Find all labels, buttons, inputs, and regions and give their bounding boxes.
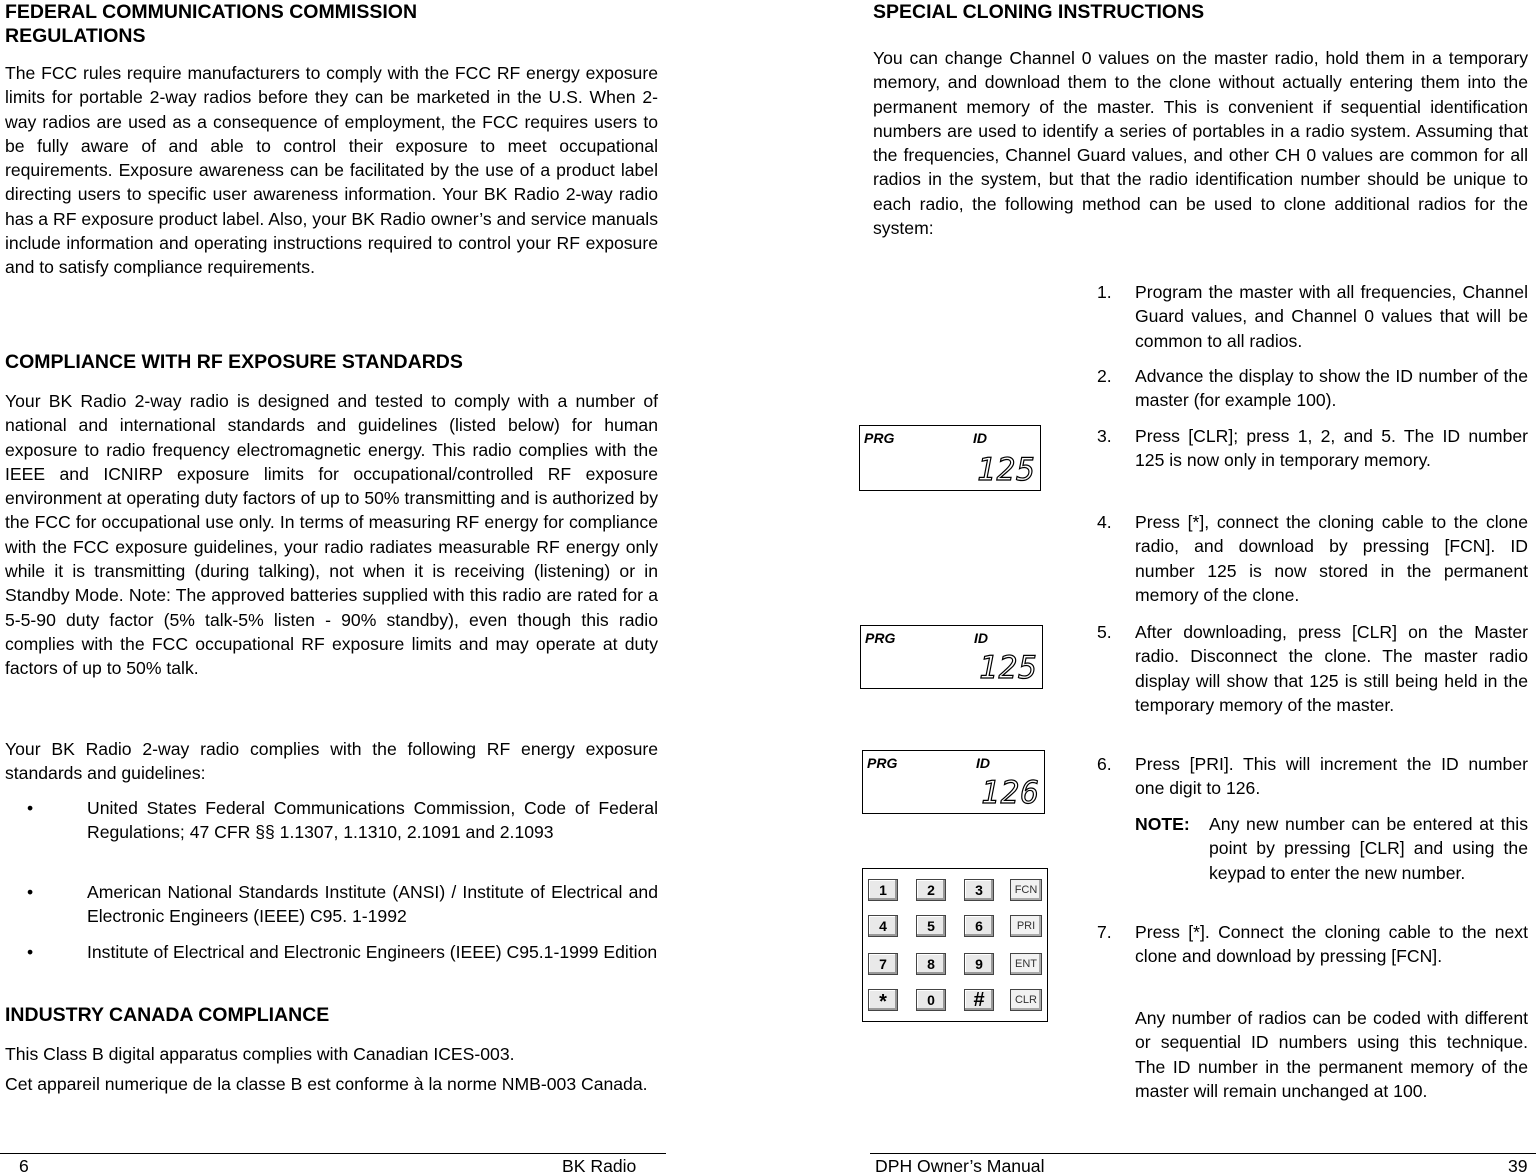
- key-8: 8: [916, 953, 946, 975]
- canada-paragraph-1: This Class B digital apparatus complies with Canadian ICES-003.: [5, 1044, 515, 1064]
- key-fcn: FCN: [1010, 879, 1042, 901]
- key-ent: ENT: [1010, 953, 1042, 975]
- step-text: Program the master with all frequencies, Channel Guard values, and Channel 0 values that will be common to all radios.: [1135, 282, 1528, 351]
- bullet-dot: •: [27, 798, 34, 818]
- key-4: 4: [868, 915, 898, 937]
- keypad-illustration: [862, 868, 1048, 1022]
- right-page-number: 39: [1508, 1156, 1528, 1176]
- left-footer-brand: BK Radio: [562, 1156, 637, 1176]
- lcd-id-label: ID: [974, 630, 988, 646]
- key-0: 0: [916, 989, 946, 1011]
- key-clr: CLR: [1010, 989, 1042, 1011]
- lcd-display: [860, 625, 1043, 689]
- key-7: 7: [868, 953, 898, 975]
- cloning-intro: You can change Channel 0 values on the master radio, hold them in a temporary memory, and download them to the clone without actually entering them into the permanent memory of the master. This is convenient if sequential identification numbers are used to identify a series of portables in a radio system. Assuming that the frequencies, Channel Guard values, and other CH 0 values are common for all radios in the system, but that the radio identification number should be unique to each radio, the following method can be used to clone additional radios for the system:: [873, 48, 1528, 239]
- lcd-mode-label: PRG: [865, 630, 896, 646]
- key-3: 3: [964, 879, 994, 901]
- bullet-text: American National Standards Institute (ANSI) / Institute of Electrical and Electronic Engineers (IEEE) C95. 1-1992: [87, 882, 658, 927]
- key-pri: PRI: [1010, 915, 1042, 937]
- fcc-paragraph: The FCC rules require manufacturers to comply with the FCC RF energy exposure limits for portable 2-way radios before they can be marketed in the U.S. When 2-way radios are used as a consequence of employment, the FCC requires users to be fully aware of and able to control their exposure to meet occupational requirements. Exposure awareness can be facilitated by the use of a product label directing users to specific user awareness information. Your BK Radio 2-way radio has a RF exposure product label. Also, your BK Radio owner’s and service manuals include information and operating instructions required to control your RF exposure and to satisfy compliance requirements.: [5, 63, 658, 278]
- step-number: 6.: [1097, 754, 1112, 774]
- lcd-value: 125: [977, 452, 1036, 488]
- step-text: Press [*], connect the cloning cable to the clone radio, and download by pressing [FCN]. ID number 125 is now stored in the permanent memory of the clone.: [1135, 512, 1528, 605]
- lcd-display: [859, 425, 1041, 491]
- compliance-paragraph-2: Your BK Radio 2-way radio complies with the following RF energy exposure standards and guidelines:: [5, 739, 658, 784]
- step-text: Press [CLR]; press 1, 2, and 5. The ID number 125 is now only in temporary memory.: [1135, 426, 1528, 471]
- closing-paragraph: Any number of radios can be coded with different or sequential ID numbers using this technique. The ID number in the permanent memory of the master will remain unchanged at 100.: [1135, 1008, 1528, 1101]
- lcd-id-label: ID: [976, 755, 990, 771]
- step-number: 5.: [1097, 622, 1112, 642]
- key-5: 5: [916, 915, 946, 937]
- compliance-heading: COMPLIANCE WITH RF EXPOSURE STANDARDS: [5, 351, 463, 373]
- right-footer-manual: DPH Owner’s Manual: [875, 1156, 1045, 1176]
- step-number: 3.: [1097, 426, 1112, 446]
- note-text: Any new number can be entered at this point by pressing [CLR] and using the keypad to enter the new number.: [1209, 814, 1528, 883]
- lcd-id-label: ID: [973, 430, 987, 446]
- key-1: 1: [868, 879, 898, 901]
- key-star: *: [868, 989, 898, 1011]
- key-hash: #: [964, 989, 994, 1011]
- canada-paragraph-2: Cet appareil numerique de la classe B est conforme à la norme NMB-003 Canada.: [5, 1074, 648, 1094]
- canada-heading: INDUSTRY CANADA COMPLIANCE: [5, 1004, 330, 1026]
- lcd-value: 126: [981, 775, 1040, 811]
- lcd-value: 125: [979, 650, 1038, 686]
- fcc-heading: FEDERAL COMMUNICATIONS COMMISSION REGULATIONS: [5, 1, 418, 47]
- key-2: 2: [916, 879, 946, 901]
- compliance-paragraph-1: Your BK Radio 2-way radio is designed and tested to comply with a number of national and international standards and guidelines (listed below) for human exposure to radio frequency electromagnetic energy. This radio complies with the IEEE and ICNIRP exposure limits for occupational/controlled RF exposure environment at operating duty factors of up to 50% transmitting and is authorized by the FCC for occupational use only. In terms of measuring RF energy for compliance with the FCC exposure guidelines, your radio radiates measurable RF energy only while it is transmitting (during talking), not when it is receiving (listening) or in Standby Mode. Note: The approved batteries supplied with this radio are rated for a 5-5-90 duty factor (5% talk-5% listen - 90% standby), even though this radio complies with the FCC occupational RF exposure limits and may operate at duty factors of up to 50% talk.: [5, 391, 658, 679]
- bullet-text: United States Federal Communications Commission, Code of Federal Regulations; 47 CFR §§ 1.1307, 1.1310, 2.1091 and 2.1093: [87, 798, 658, 843]
- step-number: 2.: [1097, 366, 1112, 386]
- step-number: 4.: [1097, 512, 1112, 532]
- right-footer-rule: [870, 1153, 1536, 1154]
- step-number: 7.: [1097, 922, 1112, 942]
- bullet-text: Institute of Electrical and Electronic Engineers (IEEE) C95.1-1999 Edition: [87, 942, 658, 962]
- bullet-dot: •: [27, 942, 34, 962]
- cloning-heading: SPECIAL CLONING INSTRUCTIONS: [873, 1, 1205, 23]
- left-footer-rule: [0, 1153, 666, 1154]
- note-label: NOTE:: [1135, 814, 1190, 834]
- bullet-dot: •: [27, 882, 34, 902]
- key-6: 6: [964, 915, 994, 937]
- step-text: Press [PRI]. This will increment the ID number one digit to 126.: [1135, 754, 1528, 799]
- left-page-number: 6: [19, 1156, 29, 1176]
- step-text: Press [*]. Connect the cloning cable to the next clone and download by pressing [FCN].: [1135, 922, 1528, 967]
- lcd-mode-label: PRG: [864, 430, 895, 446]
- key-9: 9: [964, 953, 994, 975]
- step-number: 1.: [1097, 282, 1112, 302]
- step-text: Advance the display to show the ID number of the master (for example 100).: [1135, 366, 1528, 411]
- lcd-mode-label: PRG: [867, 755, 898, 771]
- step-text: After downloading, press [CLR] on the Master radio. Disconnect the clone. The master radio display will show that 125 is still being held in the temporary memory of the master.: [1135, 622, 1528, 715]
- lcd-display: [862, 750, 1045, 814]
